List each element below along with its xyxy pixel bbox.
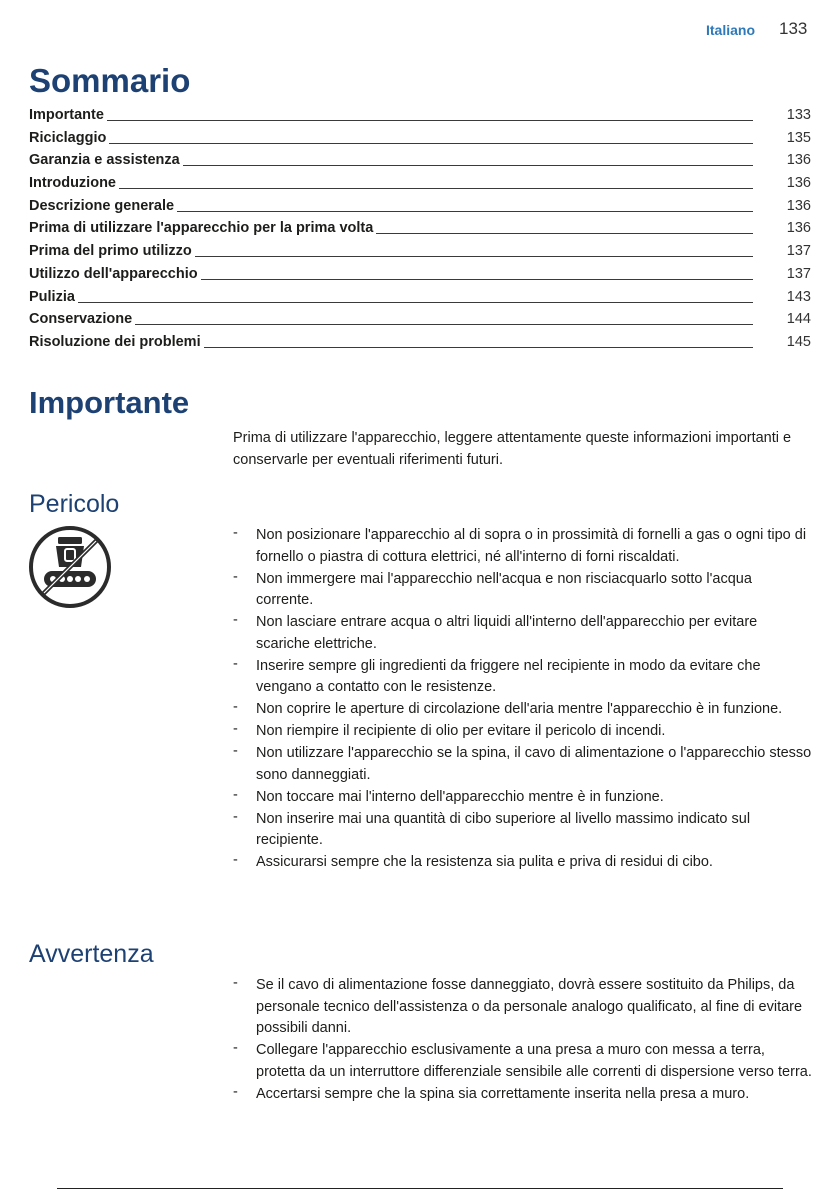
toc-dot-leader [29, 324, 753, 325]
toc-entry-label: Prima del primo utilizzo [29, 243, 195, 259]
toc-entry-page: 136 [786, 152, 811, 169]
header-language: Italiano [706, 22, 756, 38]
toc-dot-leader [29, 302, 753, 303]
toc-entry-label: Riciclaggio [29, 130, 109, 146]
avvertenza-list [233, 975, 813, 1106]
toc-entry-label: Utilizzo dell'apparecchio [29, 266, 201, 282]
pericolo-item: - Non utilizzare l'apparecchio se la spina, il cavo di alimentazione o l'apparecchio stesso sono danneggiati. [233, 743, 813, 786]
pericolo-item: - Non immergere mai l'apparecchio nell'acqua e non risciacquarlo sotto l'acqua corrente. [233, 569, 813, 612]
toc-entry[interactable] [29, 240, 811, 263]
toc-entry-page: 137 [786, 265, 811, 282]
toc-entry-page: 136 [786, 220, 811, 237]
toc-entry-label: Descrizione generale [29, 198, 177, 214]
toc-entry-label: Risoluzione dei problemi [29, 334, 204, 350]
toc-entry-page: 137 [786, 243, 811, 260]
toc-entry[interactable] [29, 217, 811, 240]
toc-entry[interactable] [29, 172, 811, 195]
toc-entry-label: Conservazione [29, 311, 135, 327]
toc-dot-leader [29, 188, 753, 189]
section-title-avvertenza: Avvertenza [29, 940, 154, 968]
pericolo-item: - Non coprire le aperture di circolazione dell'aria mentre l'apparecchio è in funzione. [233, 699, 813, 721]
avvertenza-item: - Accertarsi sempre che la spina sia correttamente inserita nella presa a muro. [233, 1084, 813, 1106]
toc-entry-page: 144 [786, 311, 811, 328]
header-page-number: 133 [779, 19, 808, 38]
pericolo-item: - Inserire sempre gli ingredienti da friggere nel recipiente in modo da evitare che vengano a contatto con le resistenze. [233, 656, 813, 699]
section-title-importante: Importante [29, 385, 190, 420]
toc-entry-label: Introduzione [29, 175, 119, 191]
toc-entry[interactable] [29, 149, 811, 172]
toc-entry[interactable] [29, 286, 811, 309]
pericolo-item: - Non posizionare l'apparecchio al di sopra o in prossimità di fornelli a gas o ogni tipo di fornello o piastra di cottura elettrici, né all'interno di forni riscaldati. [233, 525, 813, 568]
no-stove-warning-icon [28, 525, 112, 609]
toc-entry-page: 133 [786, 107, 811, 123]
pericolo-item: - Non lasciare entrare acqua o altri liquidi all'interno dell'apparecchio per evitare scariche elettriche. [233, 612, 813, 655]
toc-entry-label: Garanzia e assistenza [29, 152, 183, 168]
importante-intro: Prima di utilizzare l'apparecchio, leggere attentamente queste informazioni importanti e conservarle per eventuali riferimenti futuri. [233, 430, 792, 468]
toc-entry-label: Prima di utilizzare l'apparecchio per la prima volta [29, 220, 376, 236]
toc-entry[interactable] [29, 263, 811, 286]
toc-entry[interactable] [29, 104, 811, 127]
pericolo-item: - Non inserire mai una quantità di cibo superiore al livello massimo indicato sul recipiente. [233, 809, 813, 852]
pericolo-item: - Non toccare mai l'interno dell'apparecchio mentre è in funzione. [233, 787, 813, 809]
pericolo-list [233, 525, 813, 874]
toc-dot-leader [29, 120, 753, 121]
pericolo-item: - Assicurarsi sempre che la resistenza sia pulita e priva di residui di cibo. [233, 852, 813, 874]
table-of-contents [29, 104, 811, 354]
toc-title: Sommario [29, 62, 191, 99]
toc-entry[interactable] [29, 127, 811, 150]
toc-entry-page: 136 [786, 175, 811, 192]
toc-entry-page: 136 [786, 197, 811, 214]
footer-rule [57, 1188, 783, 1189]
section-title-pericolo: Pericolo [29, 490, 120, 518]
toc-entry[interactable] [29, 195, 811, 218]
avvertenza-item: - Collegare l'apparecchio esclusivamente a una presa a muro con messa a terra, protetta da un interruttore differenziale sensibile alle correnti di dispersione verso terra. [233, 1040, 813, 1083]
toc-entry-page: 143 [786, 288, 811, 305]
toc-entry-page: 135 [786, 129, 811, 146]
pericolo-item: - Non riempire il recipiente di olio per evitare il pericolo di incendi. [233, 721, 813, 743]
toc-entry-label: Pulizia [29, 289, 78, 305]
avvertenza-item: - Se il cavo di alimentazione fosse danneggiato, dovrà essere sostituito da Philips, da personale tecnico dell'assistenza o da personale analogo qualificato, al fine di evitare possibili danni. [233, 975, 813, 1040]
toc-dot-leader [29, 143, 753, 144]
toc-entry-label: Importante [29, 107, 107, 123]
toc-entry-page: 145 [786, 333, 811, 350]
toc-entry[interactable] [29, 308, 811, 331]
toc-entry[interactable] [29, 331, 811, 354]
